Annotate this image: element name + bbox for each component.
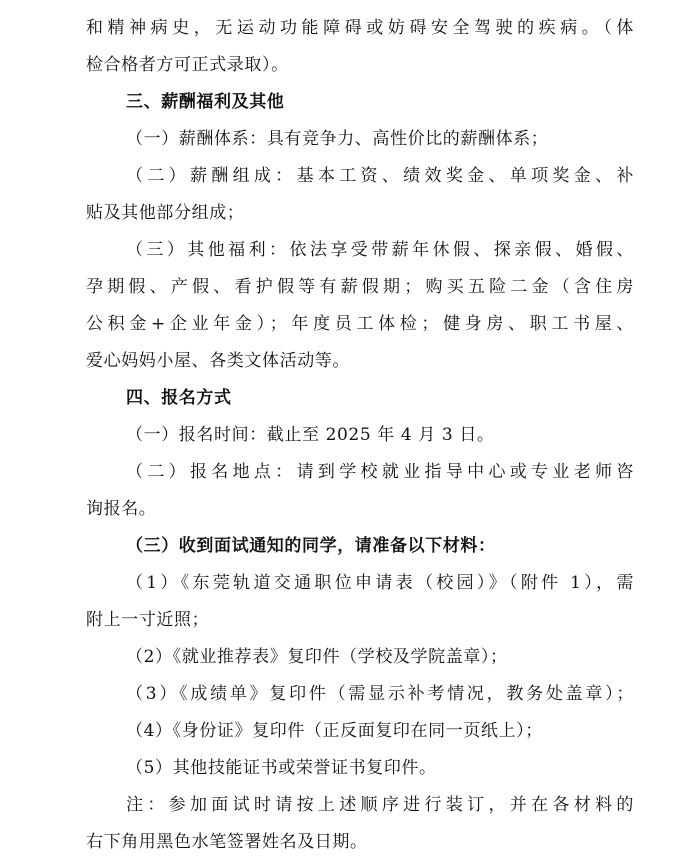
- section-heading-application: 四、报名方式: [126, 388, 232, 408]
- text-line-other-benefits-2: 孕期假、产假、看护假等有薪假期；购买五险二金（含住房: [86, 277, 634, 297]
- text-line-note-continued: 右下角用黑色水笔签署姓名及日期。: [86, 832, 368, 852]
- text-line-salary-composition: （二）薪酬组成：基本工资、绩效奖金、单项奖金、补: [126, 166, 634, 186]
- text-line-note: 注：参加面试时请按上述顺序进行装订，并在各材料的: [126, 795, 634, 815]
- text-line-salary-system: （一）薪酬体系：具有竞争力、高性价比的薪酬体系；: [126, 129, 549, 149]
- text-line-other-benefits-4: 爱心妈妈小屋、各类文体活动等。: [86, 351, 350, 371]
- text-line-material-1-continued: 附上一寸近照；: [86, 610, 210, 630]
- text-line-application-location: （二）报名地点：请到学校就业指导中心或专业老师咨: [126, 462, 634, 482]
- text-line-other-benefits-3: 公积金+企业年金）；年度员工体检；健身房、职工书屋、: [86, 314, 634, 334]
- text-line-material-3: （3）《成绩单》复印件（需显示补考情况，教务处盖章）；: [126, 684, 634, 704]
- text-line-material-4: （4）《身份证》复印件（正反面复印在同一页纸上）；: [126, 721, 543, 741]
- text-line-material-2: （2）《就业推荐表》复印件（学校及学院盖章）；: [126, 647, 508, 667]
- text-line-health-requirement: 和精神病史，无运动功能障碍或妨碍安全驾驶的疾病。（体: [86, 18, 634, 38]
- text-line-application-location-continued: 询报名。: [86, 499, 157, 519]
- text-line-other-benefits: （三）其他福利：依法享受带薪年休假、探亲假、婚假、: [126, 240, 634, 260]
- text-line-material-1: （1）《东莞轨道交通职位申请表（校园）》（附件 1），需: [126, 573, 634, 593]
- text-line-application-time: （一）报名时间：截止至 2025 年 4 月 3 日。: [126, 425, 495, 445]
- text-line-material-5: （5）其他技能证书或荣誉证书复印件。: [126, 758, 437, 778]
- text-line-salary-composition-continued: 贴及其他部分组成；: [86, 203, 245, 223]
- section-heading-materials: （三）收到面试通知的同学，请准备以下材料：: [126, 536, 496, 556]
- text-line-health-check: 检合格者方可正式录取）。: [86, 55, 289, 75]
- section-heading-benefits: 三、薪酬福利及其他: [126, 92, 285, 112]
